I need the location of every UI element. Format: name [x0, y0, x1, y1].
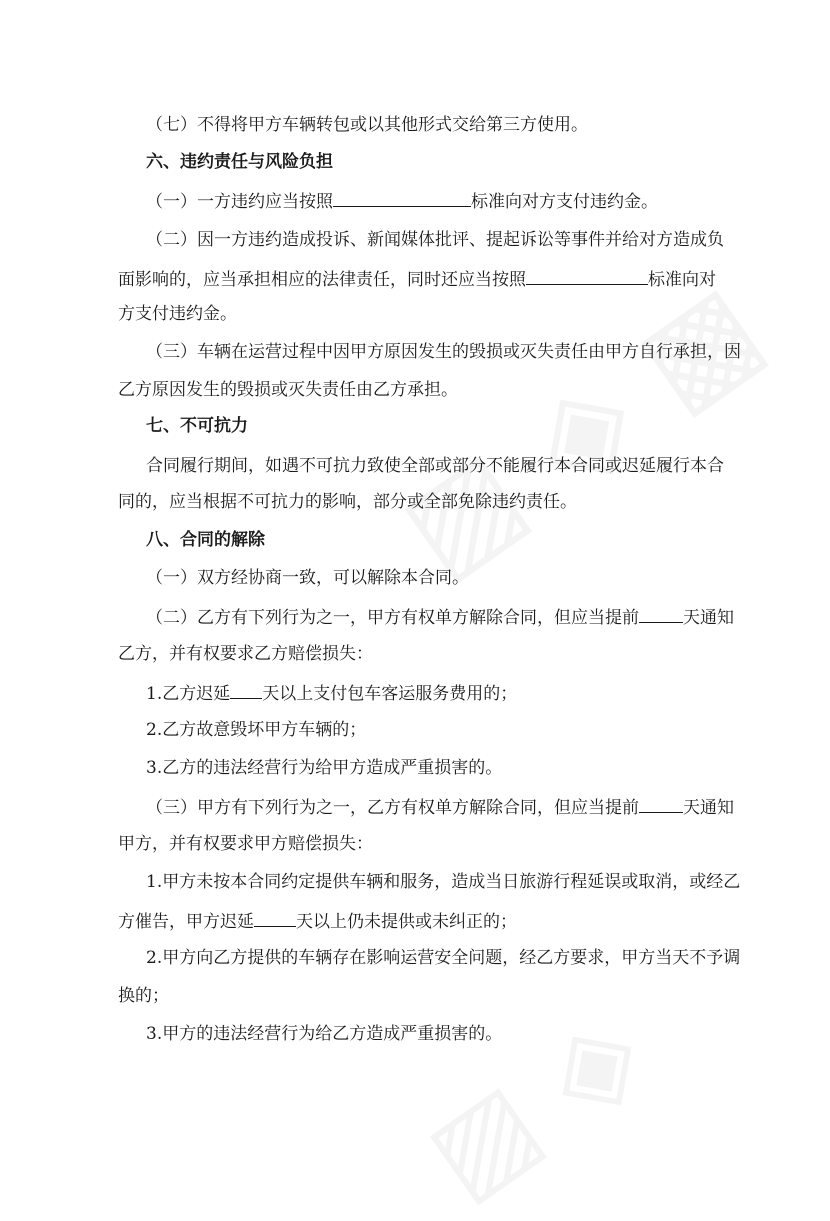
clause-text: （三）甲方有下列行为之一，乙方有权单方解除合同，但应当提前	[146, 798, 639, 818]
clause-text: 3.甲方的违法经营行为给乙方造成严重损害的。	[146, 1024, 503, 1044]
clause-text: 乙方原因发生的毁损或灭失责任由乙方承担。	[118, 380, 458, 400]
clause-text: 同的，应当根据不可抗力的影响，部分或全部免除违约责任。	[118, 492, 577, 512]
clause-text: 天以上支付包车客运服务费用的；	[262, 684, 518, 704]
clause-8-2-item-3	[146, 756, 726, 780]
fill-in-blank[interactable]	[333, 188, 471, 207]
clause-text: （三）车辆在运营过程中因甲方原因发生的毁损或灭失责任由甲方自行承担，因	[146, 342, 741, 362]
clause-text: 标准向对方支付违约金。	[471, 192, 658, 212]
clause-text: 面影响的，应当承担相应的法律责任，同时还应当按照	[118, 270, 526, 290]
clause-8-3-line-1	[146, 794, 734, 820]
clause-text: （二）因一方违约造成投诉、新闻媒体批评、提起诉讼等事件并给对方造成负	[146, 230, 724, 250]
clause-text: 1.乙方迟延	[146, 684, 231, 704]
section-heading-8	[146, 528, 726, 552]
clause-text: 标准向对	[648, 270, 716, 290]
clause-8-2-item-2	[146, 718, 726, 742]
clause-text: 乙方，并有权要求乙方赔偿损失：	[118, 644, 373, 664]
clause-6-1	[146, 188, 726, 214]
clause-7-7	[146, 113, 726, 137]
clause-8-2-line-1	[146, 604, 734, 630]
heading-text: 八、合同的解除	[146, 530, 265, 550]
clause-text: 天通知	[683, 608, 734, 628]
clause-text: （二）乙方有下列行为之一，甲方有权单方解除合同，但应当提前	[146, 608, 639, 628]
clause-8-3-item-2-line-1	[146, 946, 741, 970]
clause-text: 合同履行期间，如遇不可抗力致使全部或部分不能履行本合同或迟延履行本合	[146, 456, 724, 476]
fill-in-blank[interactable]	[230, 680, 262, 699]
clause-8-3-line-2	[118, 832, 698, 856]
clause-text: （一）双方经协商一致，可以解除本合同。	[146, 568, 469, 588]
clause-text: 3.乙方的违法经营行为给甲方造成严重损害的。	[146, 758, 503, 778]
clause-text: （七）不得将甲方车辆转包或以其他形式交给第三方使用。	[146, 115, 588, 135]
clause-8-3-item-3	[146, 1022, 726, 1046]
clause-8-3-item-1-line-1	[146, 870, 741, 894]
clause-text: 1.甲方未按本合同约定提供车辆和服务，造成当日旅游行程延误或取消，或经乙	[146, 872, 741, 892]
clause-6-2-line-2	[118, 266, 716, 292]
clause-text: 方催告，甲方迟延	[118, 912, 254, 932]
clause-7-line-1	[146, 454, 726, 478]
clause-6-3-line-2	[118, 378, 698, 402]
fill-in-blank[interactable]	[639, 604, 683, 623]
clause-6-2-line-1	[146, 228, 726, 252]
clause-7-line-2	[118, 490, 698, 514]
clause-text: 方支付违约金。	[118, 304, 237, 324]
clause-text: 2.乙方故意毁坏甲方车辆的；	[146, 720, 367, 740]
clause-8-3-item-1-line-2	[118, 908, 698, 934]
section-heading-6	[146, 150, 726, 174]
clause-8-3-item-2-line-2	[118, 984, 698, 1008]
clause-8-2-item-1	[146, 680, 726, 706]
section-heading-7	[146, 414, 726, 438]
heading-text: 六、违约责任与风险负担	[146, 152, 333, 172]
fill-in-blank[interactable]	[254, 908, 296, 927]
clause-text: 天以上仍未提供或未纠正的；	[296, 912, 517, 932]
clause-text: 甲方，并有权要求甲方赔偿损失：	[118, 834, 373, 854]
clause-text: 2.甲方向乙方提供的车辆存在影响运营安全问题，经乙方要求，甲方当天不予调	[146, 948, 741, 968]
clause-6-2-line-3	[118, 302, 698, 326]
clause-6-3-line-1	[146, 340, 741, 364]
clause-8-2-line-2	[118, 642, 698, 666]
clause-8-1	[146, 566, 726, 590]
clause-text: 换的；	[118, 986, 169, 1006]
heading-text: 七、不可抗力	[146, 416, 248, 436]
clause-text: 天通知	[683, 798, 734, 818]
fill-in-blank[interactable]	[526, 266, 648, 285]
fill-in-blank[interactable]	[639, 794, 683, 813]
clause-text: （一）一方违约应当按照	[146, 192, 333, 212]
